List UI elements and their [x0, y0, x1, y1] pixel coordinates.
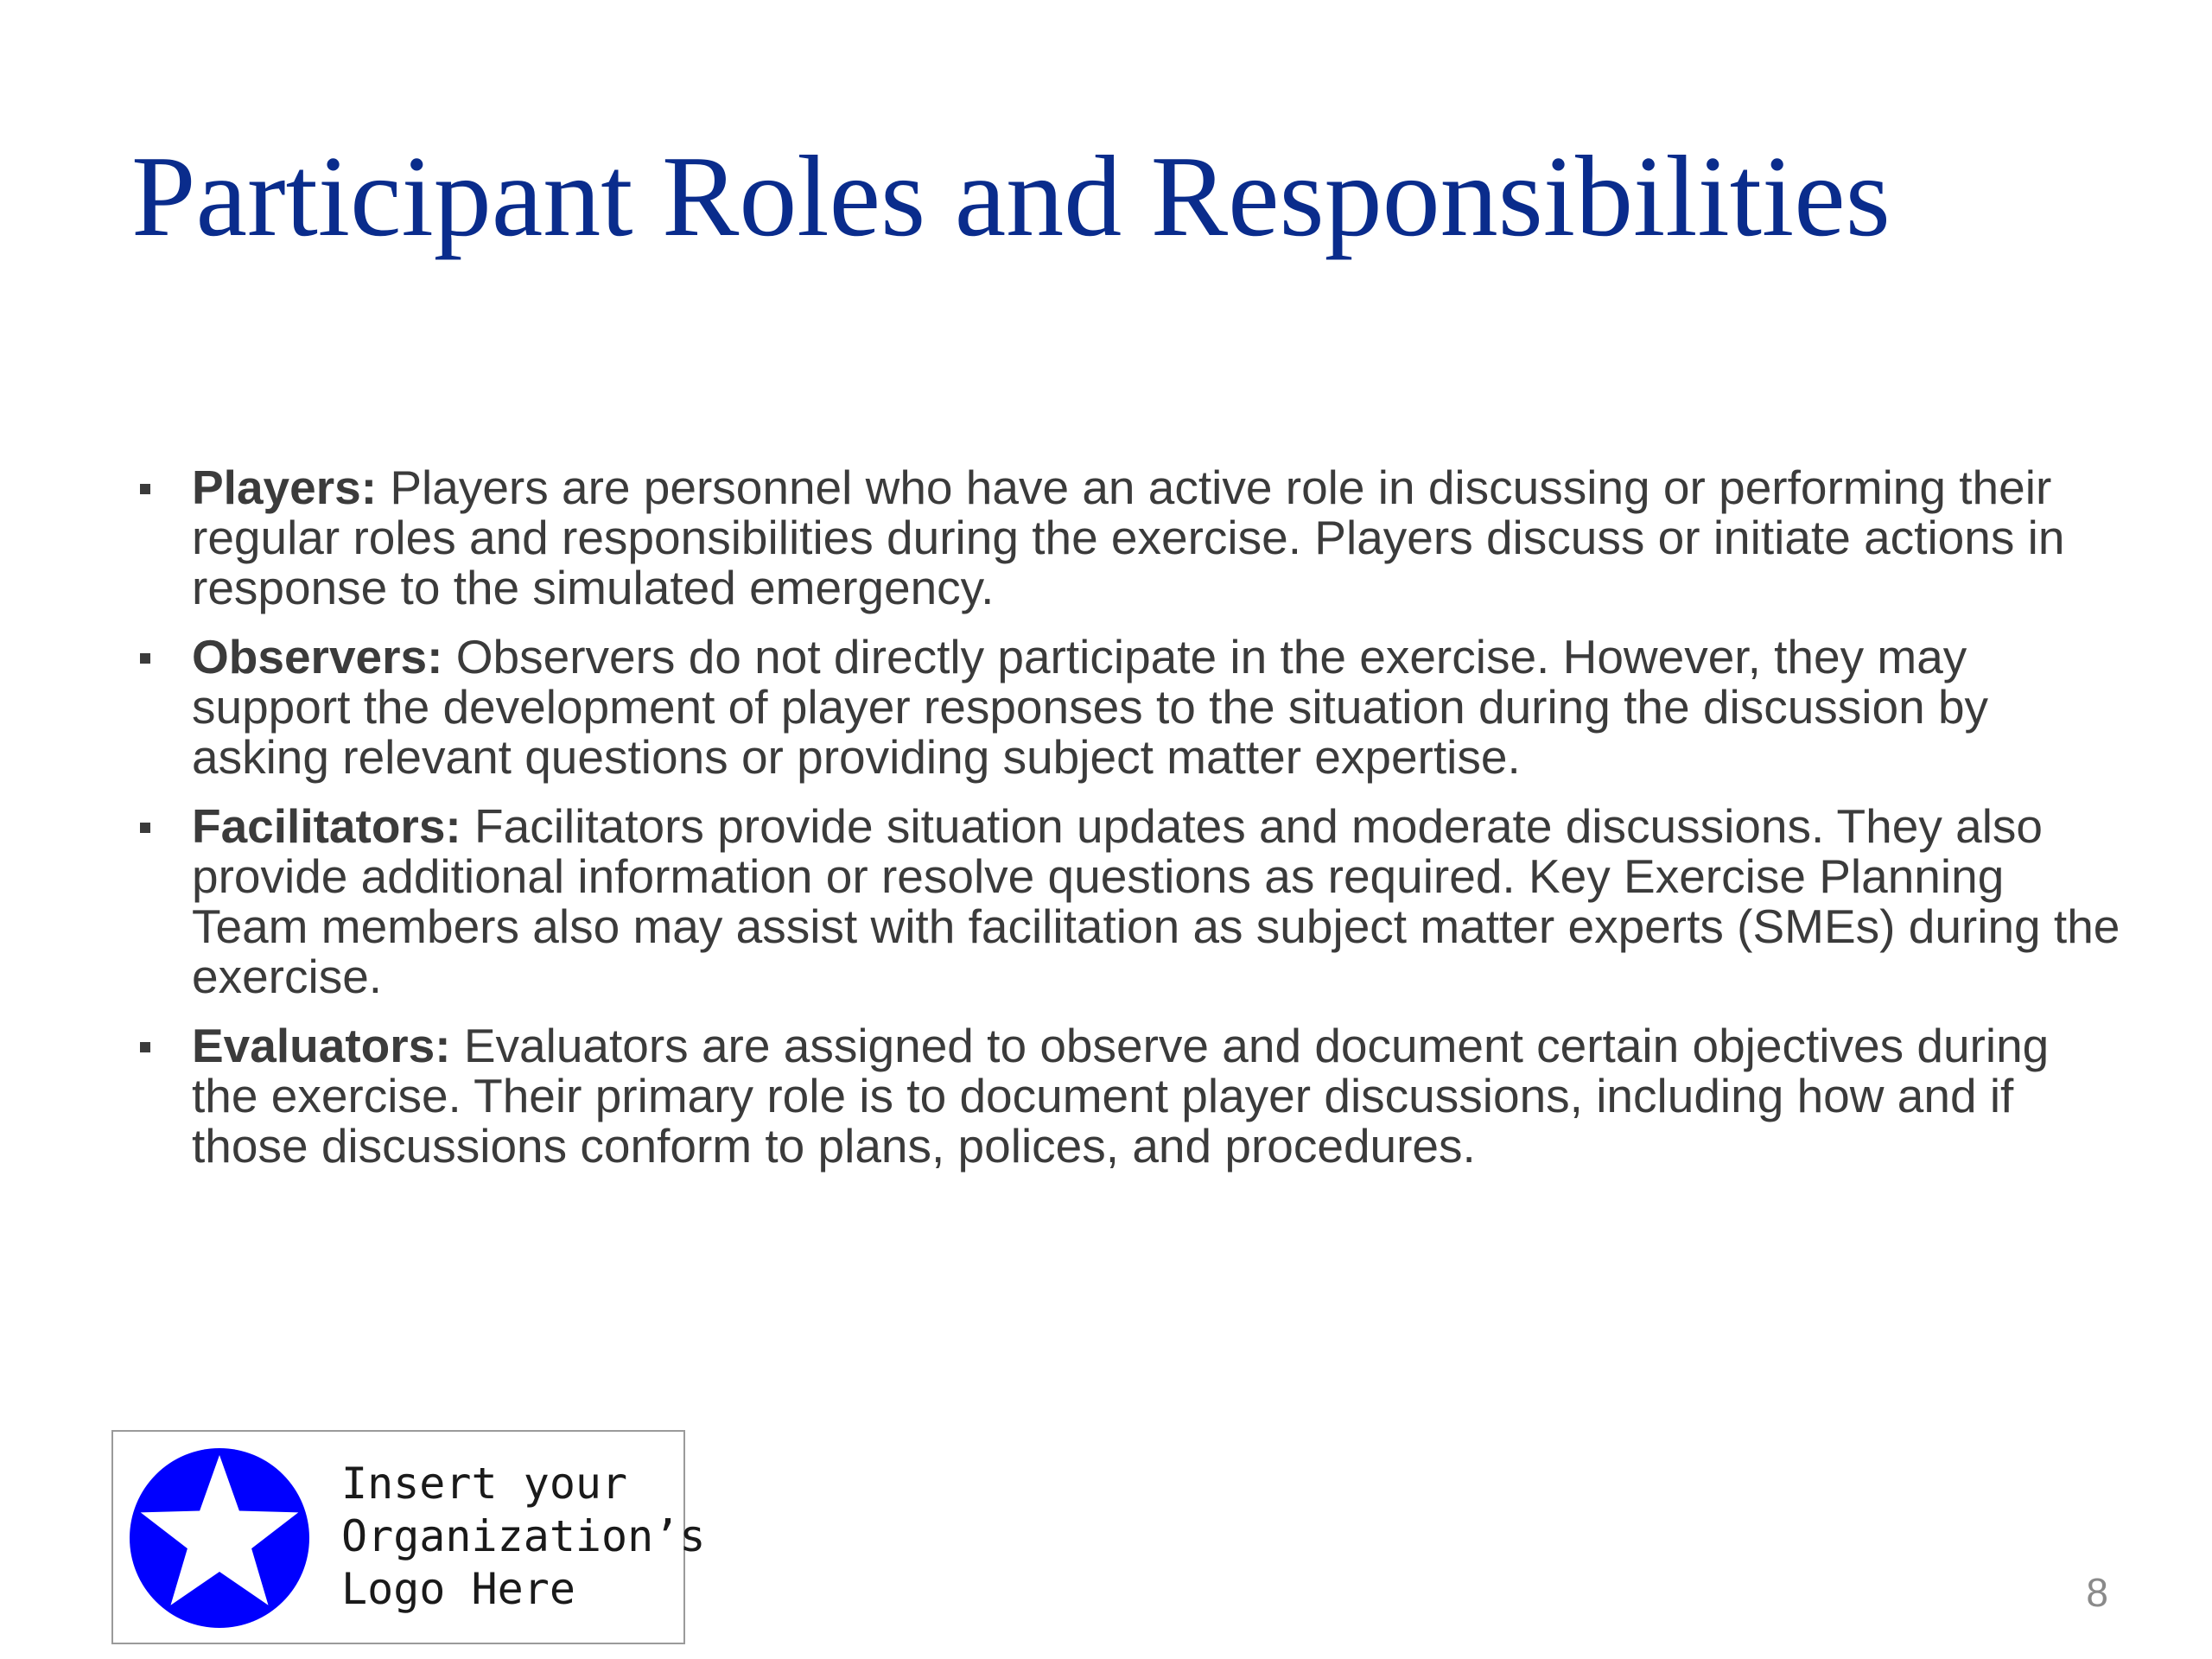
bullet-text: Facilitators provide situation updates and moderate discussions. They also provide additional information or resolve questions as required. Key Exercise Planning Team members also may assist with facilitation as subject matter experts (SMEs) during the exercise. — [192, 799, 2120, 1003]
logo-placeholder — [111, 1430, 706, 1644]
logo-caption-line: Organization’s — [341, 1511, 706, 1561]
logo-caption — [341, 1458, 706, 1616]
square-bullet-icon — [140, 1042, 150, 1052]
bullet-term: Evaluators: — [192, 1019, 451, 1072]
bullet-item-observers — [137, 632, 2124, 782]
square-bullet-icon — [140, 823, 150, 833]
star-in-circle-icon — [129, 1447, 310, 1629]
bullet-term: Observers: — [192, 630, 443, 683]
bullet-item-evaluators — [137, 1020, 2124, 1171]
bullet-item-players — [137, 462, 2124, 613]
bullet-text: Evaluators are assigned to observe and document certain objectives during the exercise. Their primary role is to document player discussions, including how and if those discussions conform to plans, polices, and procedures. — [192, 1019, 2050, 1173]
square-bullet-icon — [140, 653, 150, 664]
bullet-text: Players are personnel who have an active role in discussing or performing their regular roles and responsibilities during the exercise. Players discuss or initiate actions in response to the simulated emergency. — [192, 461, 2065, 614]
bullet-item-facilitators — [137, 801, 2124, 1001]
square-bullet-icon — [140, 484, 150, 494]
logo-caption-line: Logo Here — [341, 1564, 575, 1614]
bullet-text: Observers do not directly participate in the exercise. However, they may support the development of player responses to the situation during the discussion by asking relevant questions or providing subject matter expertise. — [192, 630, 1989, 784]
page-number: 8 — [2086, 1570, 2108, 1615]
bullet-term: Players: — [192, 461, 378, 514]
slide-title: Participant Roles and Responsibilities — [131, 132, 1891, 260]
logo-caption-line: Insert your — [341, 1459, 628, 1509]
bullet-term: Facilitators: — [192, 799, 461, 853]
bullet-list — [137, 462, 2124, 1190]
